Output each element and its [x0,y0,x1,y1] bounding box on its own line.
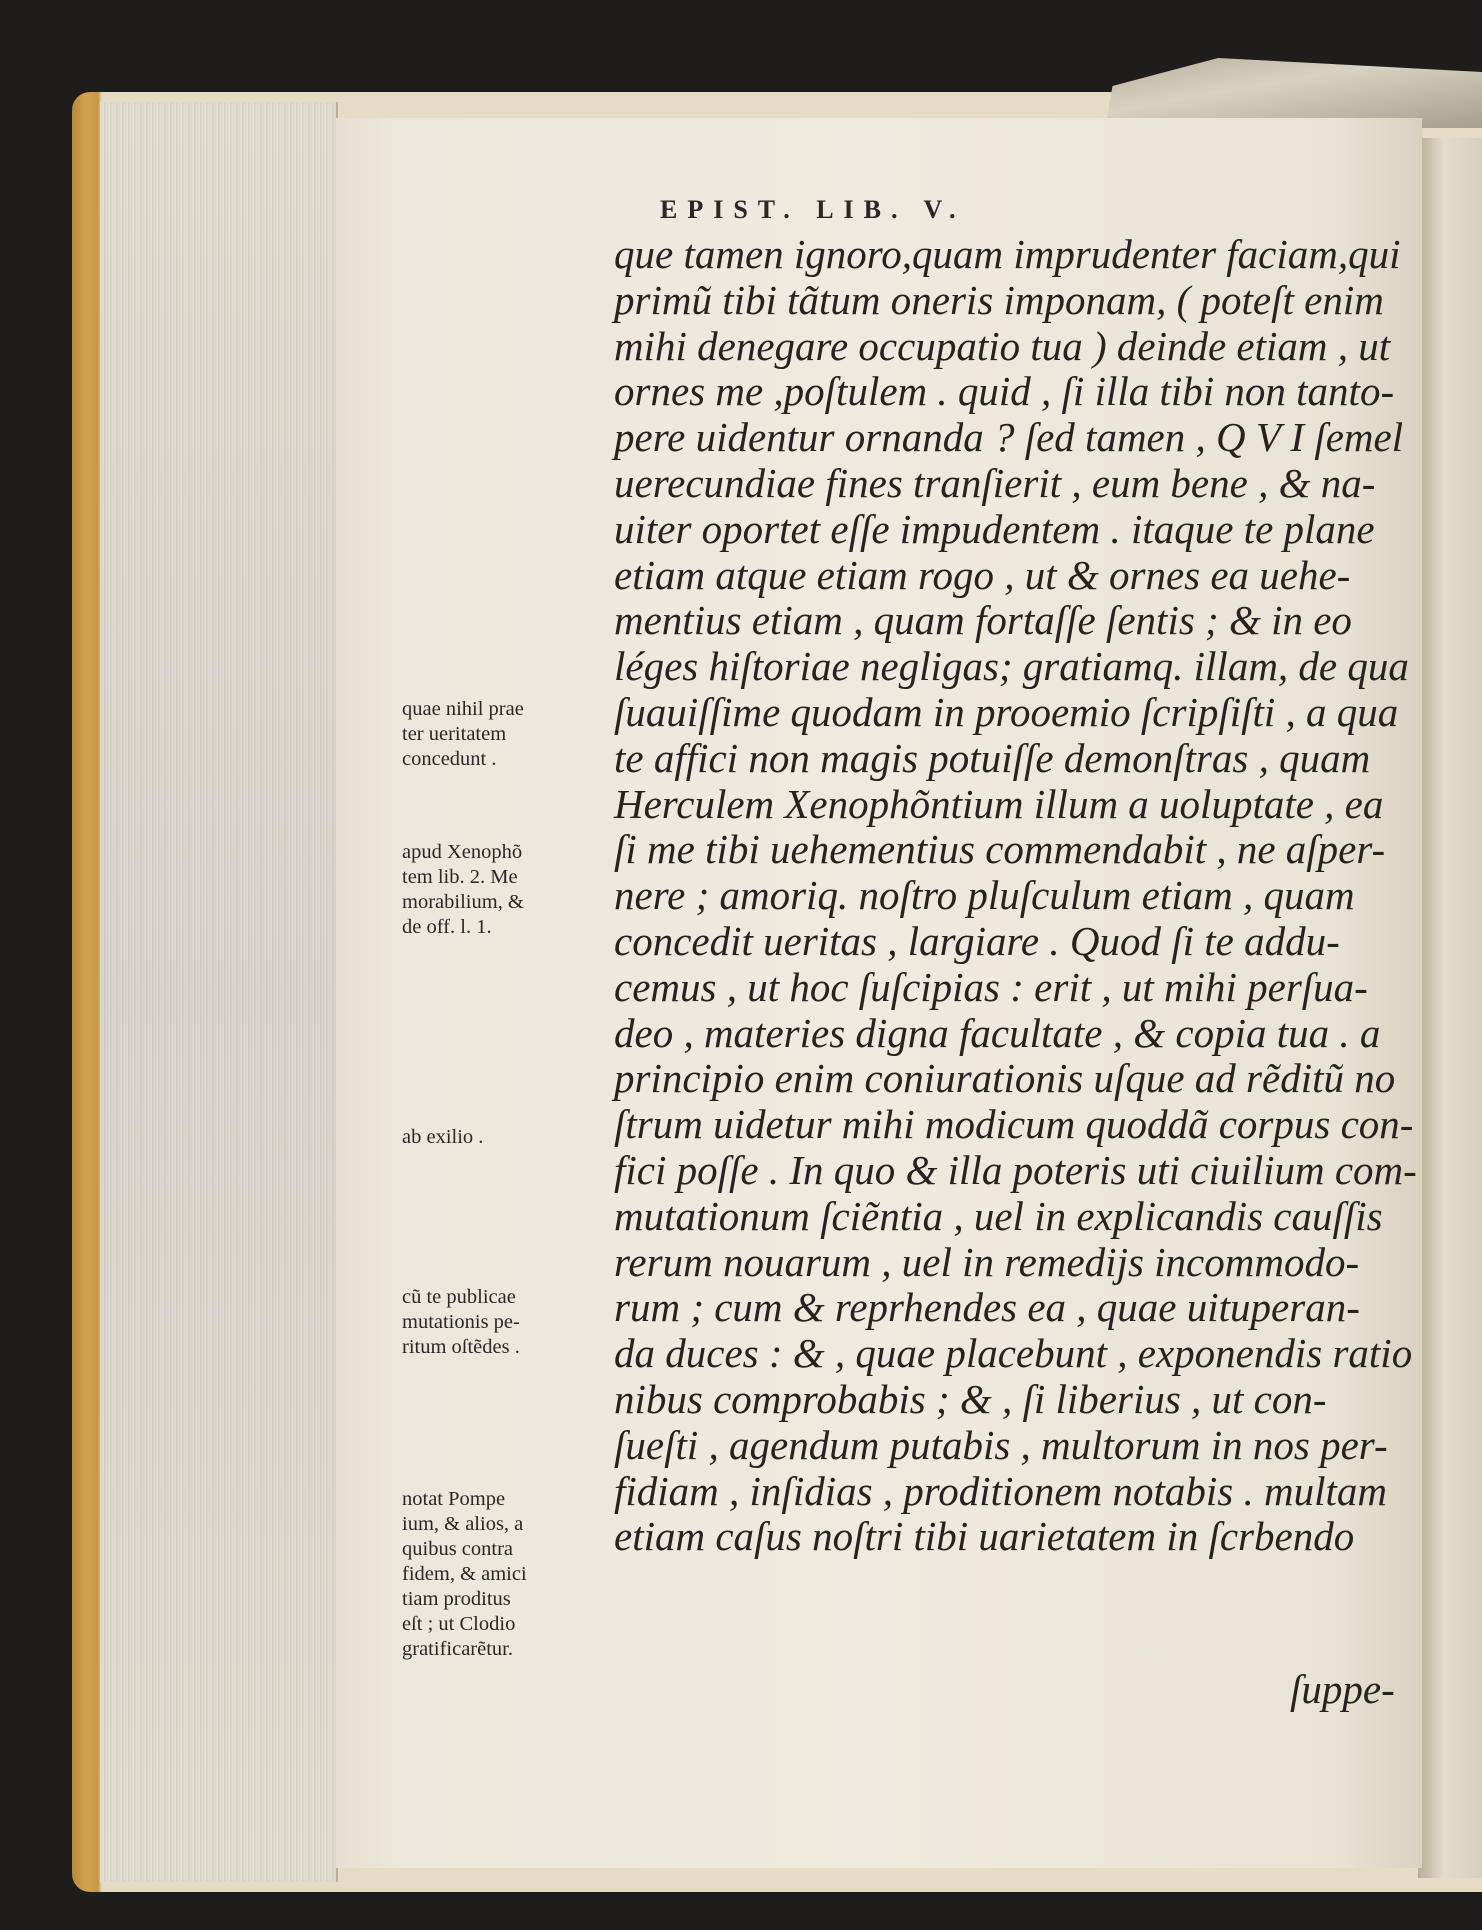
margin-note-line: fidem, & amici [402,1563,527,1585]
text-line: etiam atque etiam rogo , ut & ornes ea uehe- [614,551,1351,598]
running-title [660,195,1360,235]
margin-note-line: ab exilio . [402,1126,484,1148]
text-line: cemus , ut hoc ſuſcipias : erit , ut mihi perſua- [614,963,1368,1010]
text-line: mihi denegare occupatio tua ) deinde etiam , ut [614,322,1391,369]
text-line: primũ tibi tãtum oneris imponam, ( poteſt enim [614,276,1384,323]
text-line: fidiam , inſidias , proditionem notabis . multam [614,1467,1387,1514]
text-line: te affici non magis potuiſſe demonſtras , quam [614,734,1371,781]
text-line: rerum nouarum , uel in remedijs incommodo- [614,1238,1360,1285]
margin-note-line: quae nihil prae [402,698,524,720]
margin-note-line: ritum oſtẽdes . [402,1336,520,1358]
text-line: etiam caſus noſtri tibi uarietatem in ſcrbendo [614,1513,1355,1560]
margin-note-line: mutationis pe- [402,1311,520,1333]
text-line: concedit ueritas , largiare . Quod ſi te addu- [614,917,1340,964]
margin-note-line: gratificarẽtur. [402,1638,513,1660]
catchword: ſuppe- [1290,1666,1395,1712]
text-line: uerecundiae fines tranſierit , eum bene , & na- [614,459,1376,506]
text-line: fici poſſe . In quo & illa poteris uti ciuilium com- [614,1146,1417,1193]
text-line: mentius etiam , quam fortaſſe ſentis ; & in eo [614,597,1352,644]
text-line: principio enim coniurationis uſque ad rẽditũ no [614,1055,1396,1102]
text-line: ſtrum uidetur mihi modicum quoddã corpus con- [614,1101,1414,1148]
text-line: uiter oportet eſſe impudentem . itaque te plane [614,505,1375,552]
margin-note-line: tem lib. 2. Me [402,866,518,888]
margin-note-line: cũ te publicae [402,1286,516,1308]
margin-note [402,1487,602,1662]
text-line: Herculem Xenophõntium illum a uoluptate , ea [614,780,1384,827]
margin-note-line: eſt ; ut Clodio [402,1613,516,1635]
main-text-block [614,231,1417,1560]
text-line: ſuauiſſime quodam in prooemio ſcripſiſti , a qua [614,688,1399,735]
facing-page-edge [1418,138,1482,1878]
margin-note-line: morabilium, & [402,891,524,913]
margin-note-line: ium, & alios, a [402,1513,524,1535]
text-line: pere uidentur ornanda ? ſed tamen , Q V I ſemel [614,414,1404,461]
text-line: que tamen ignoro,quam imprudenter faciam,qui [614,231,1401,277]
page-block-edge [100,102,338,1882]
margin-note [402,1285,602,1360]
text-line: rum ; cum & reprhendes ea , quae uituperan- [614,1284,1360,1331]
margin-note-line: apud Xenophõ [402,841,523,863]
text-line: ſueſti , agendum putabis , multorum in nos per- [614,1421,1388,1468]
margin-note [402,840,602,940]
margin-note-line: quibus contra [402,1538,514,1560]
text-line: léges hiſtoriae negligas; gratiamq. illam, de qua [614,643,1409,690]
text-line: mutationum ſciẽntia , uel in explicandis cauſſis [614,1192,1383,1239]
margin-note [402,697,602,772]
margin-note-line: ter ueritatem [402,723,507,745]
text-line: nibus comprobabis ; & , ſi liberius , ut con- [614,1375,1327,1422]
text-line: ornes me ,poſtulem . quid , ſi illa tibi non tanto- [614,368,1395,415]
text-line: ſi me tibi uehementius commendabit , ne aſper- [614,826,1386,873]
text-line: deo , materies digna facultate , & copia tua . a [614,1009,1381,1056]
margin-note [402,1125,602,1150]
text-line: da duces : & , quae placebunt , exponendis ratio [614,1330,1413,1377]
text-line: nere ; amoriq. noſtro pluſculum etiam , quam [614,872,1355,919]
margin-note-line: de off. l. 1. [402,916,492,938]
margin-note-line: tiam proditus [402,1588,511,1610]
margin-note-line: concedunt . [402,748,497,770]
margin-note-line: notat Pompe [402,1488,506,1510]
running-title-text: EPIST. LIB. V. [660,195,966,224]
